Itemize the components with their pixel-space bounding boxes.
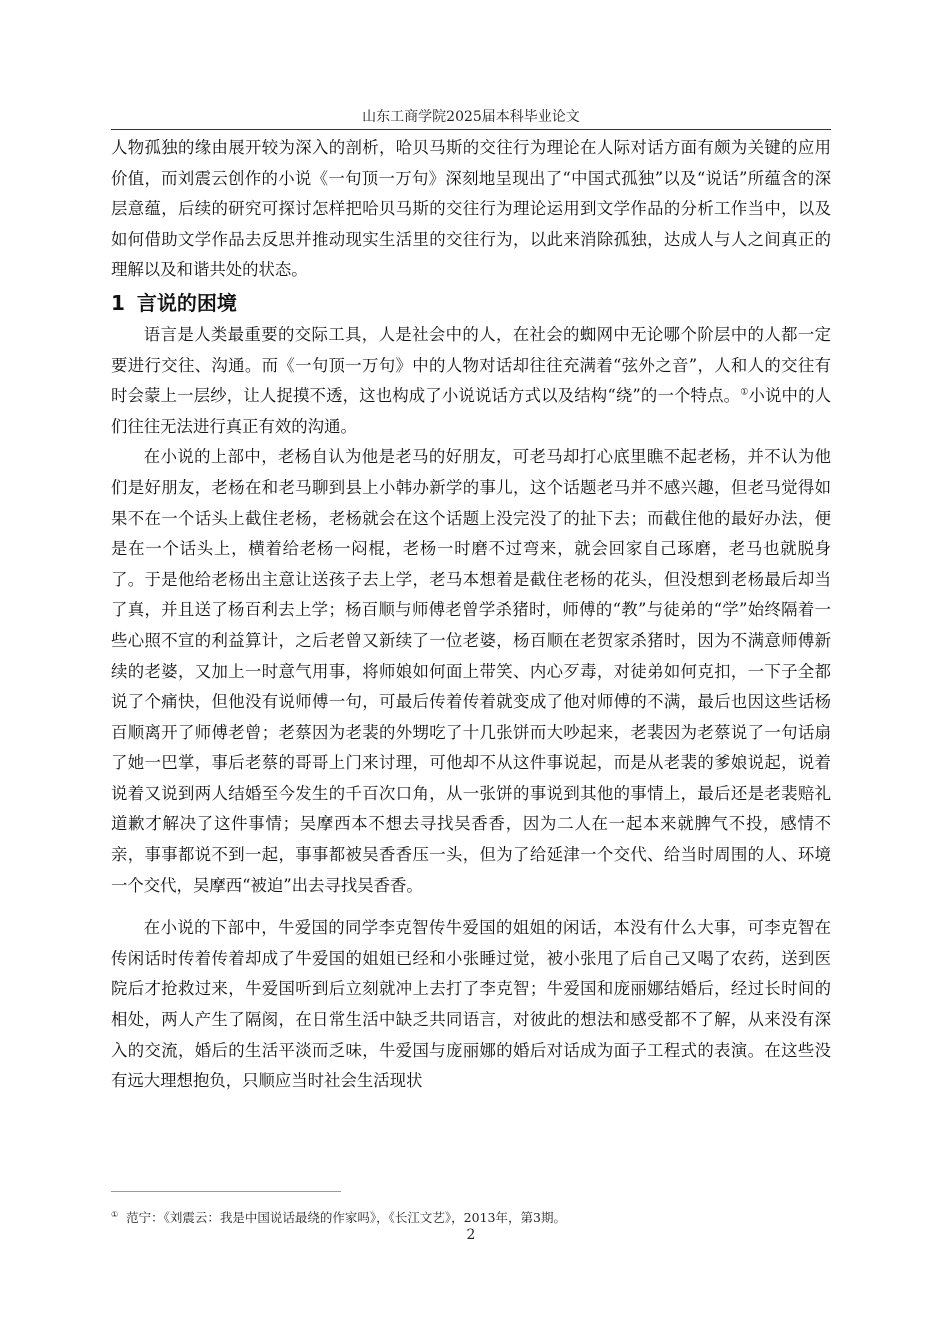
paragraph-3: 在小说的下部中，牛爱国的同学李克智传牛爱国的姐姐的闲话，本没有什么大事，可李克智在传闲话时传着传着却成了牛爱国的姐姐已经和小张睡过觉，被小张甩了后自己又喝了农药，送到医院后才抢救过来，牛爱国听到后立刻就冲上去打了李克智；牛爱国和庞丽娜结婚后，经过长时间的相处，两人产生了隔阂，在日常生活中缺乏共同语言，对彼此的想法和感受都不了解，从来没有深入的交流，婚后的生活平淡而乏味，牛爱国与庞丽娜的婚后对话成为面子工程式的表演。在这些没有远大理想抱负，只顺应当时社会生活现状 [111,918,831,1091]
paragraph-2: 在小说的上部中，老杨自认为他是老马的好朋友，可老马却打心底里瞧不起老杨，并不认为他们是好朋友，老杨在和老马聊到县上小韩办新学的事儿，这个话题老马并不感兴趣，但老马觉得如果不在一个话头上截住老杨，老杨就会在这个话题上没完没了的扯下去；而截住他的最好办法，便是在一个话头上，横着给老杨一闷棍，老杨一时磨不过弯来，就会回家自己琢磨，老马也就脱身了。于是他给老杨出主意让送孩子去上学，老马本想着是截住老杨的花头，但没想到老杨最后却当了真，并且送了杨百利去上学；杨百顺与师傅老曾学杀猪时，师傅的“教”与徒弟的“学”始终隔着一些心照不宣的利益算计，之后老曾又新续了一位老婆，杨百顺在老贺家杀猪时，因为不满意师傅新续的老婆，又加上一时意气用事，将师娘如何面上带笑、内心歹毒，对徒弟如何克扣，一下子全都说了个痛快，但他没有说师傅一句，可最后传着传着就变成了他对师傅的不满，最后也因这些话杨百顺离开了师傅老曾；老蔡因为老裴的外甥吃了十几张饼而大吵起来，老裴因为老蔡说了一句话扇了她一巴掌，事后老蔡的哥哥上门来讨理，可他却不从这件事说起，而是从老裴的爹娘说起，说着说着又说到两人结婚至今发生的千百次口角，从一张饼的事说到其他的事情上，最后还是老裴赔礼道歉才解决了这件事情；吴摩西本不想去寻找吴香香，因为二人在一起本来就脾气不投，感情不亲，事事都说不到一起，事事都被吴香香压一头，但为了给延津一个交代、给当时周围的人、环境一个交代，吴摩西“被迫”出去寻找吴香香。 [111,447,831,895]
header-divider [111,129,831,130]
running-header: 山东工商学院2025届本科毕业论文 [362,109,580,125]
section-title: 言说的困境 [136,290,237,315]
footnote-reference[interactable]: ① [740,387,749,398]
footnote [111,1208,831,1226]
paragraph-1 [111,320,831,442]
footnote-divider [111,1191,341,1192]
paragraph-spacer [111,901,831,913]
paragraph-1-text: 语言是人类最重要的交际工具，人是社会中的人，在社会的蜘网中无论哪个阶层中的人都一定要进行交往、沟通。而《一句顶一万句》中的人物对话却往往充满着“弦外之音”，人和人的交往有时会蒙上一层纱，让人捉摸不透，这也构成了小说说话方式以及结构“绕”的一个特点。 [111,324,831,406]
intro-paragraph: 人物孤独的缘由展开较为深入的剖析，哈贝马斯的交往行为理论在人际对话方面有颇为关键的应用价值，而刘震云创作的小说《一句顶一万句》深刻地呈现出了“中国式孤独”以及“说话”所蕴含的深层意蕴，后续的研究可探讨怎样把哈贝马斯的交往行为理论运用到文学作品的分析工作当中，以及如何借助文学作品去反思并推动现实生活里的交往行为，以此来消除孤独，达成人与人之间真正的理解以及和谐共处的状态。 [111,138,831,280]
footnote-text: 范宁：《刘震云：我是中国说话最绕的作家吗》，《长江文艺》，2013年，第3期。 [126,1210,566,1225]
main-body [111,133,831,1097]
footnote-mark: ① [111,1209,119,1219]
section-heading [111,286,831,320]
page-number: 2 [466,1227,476,1243]
paragraph-1-text-continued: 小说中的人们往往无法进行真正有效的沟通。 [111,386,832,436]
section-number: 1 [111,290,125,315]
